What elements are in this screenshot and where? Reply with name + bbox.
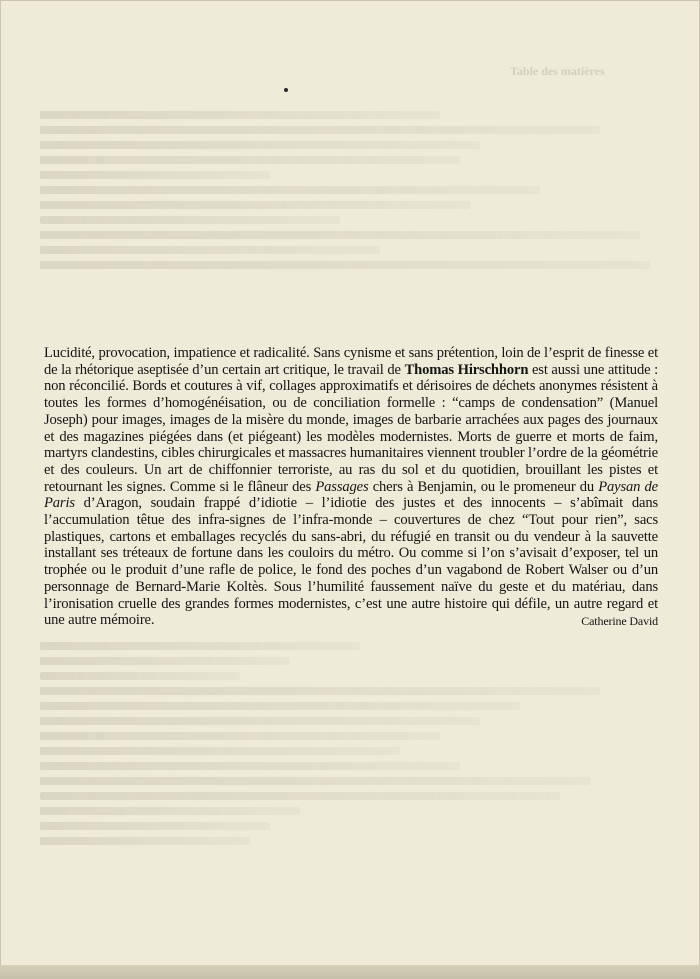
faint-heading: Table des matières bbox=[510, 64, 605, 78]
ink-dot bbox=[284, 88, 288, 92]
author-signature: Catherine David bbox=[581, 613, 658, 628]
faint-lines-top bbox=[40, 104, 660, 276]
book-title-passages: Passages bbox=[315, 478, 369, 495]
essay-paragraph bbox=[44, 345, 658, 630]
essay-text-4: d’Aragon, soudain frappé d’idiotie – l’idiotie des justes et des innocents – s’abîmait dans l’accumulation têtue des infra-signes de l’infra-monde – couvertures de chez “Tout pour rien”, sacs plastiques, cartons et emballages recyclés du sans-abri, du réfugié en transit ou du vendeur à la sauvette installant ses tréteaux de fortune dans les couloirs du métro. Ou comme si l’on s’avisait d’exposer, tel un trophée ou le produit d’une rafle de police, le fond des poches d’un vagabond de Robert Walser ou d’un personnage de Bernard-Marie Koltès. Sous l’humilité faussement naïve du geste et du matériau, dans l’ironisation cruelle des grandes formes modernistes, c’est une autre histoire qui défile, un autre regard et une autre mémoire. bbox=[44, 495, 658, 629]
faint-lines-bottom bbox=[40, 635, 660, 852]
page-bottom-edge bbox=[0, 965, 700, 979]
essay-text-2: est aussi une attitude : non réconcilié. Bords et coutures à vif, collages approximatifs et dérisoires de déchets anonymes résistent à toutes les formes d’homogénéisation, ou de conciliation formelle : “camps de condensation” (Manuel Joseph) pour images, images de la misère du monde, images de barbarie arrachées aux pages des journaux et des magazines piégées dans (et piégeant) les modèles modernistes. Morts de guerre et morts de faim, martyrs clandestins, cibles chirurgicales et massacres humanitaires viennent troubler l’ordre de la géométrie et des couleurs. Un art de chiffonnier terroriste, au ras du sol et du quotidien, brouillant les pistes et retournant les signes. Comme si le flâneur des bbox=[44, 361, 658, 495]
book-title-paysan: Paysan de Paris bbox=[44, 478, 658, 512]
essay-text-3: chers à Benjamin, ou le promeneur du bbox=[368, 478, 599, 495]
artist-name: Thomas Hirschhorn bbox=[404, 361, 529, 378]
essay-text-1: Lucidité, provocation, impatience et radicalité. Sans cynisme et sans prétention, loin de l’esprit de finesse et de la rhétorique aseptisée d’un certain art critique, le travail de bbox=[44, 345, 658, 378]
